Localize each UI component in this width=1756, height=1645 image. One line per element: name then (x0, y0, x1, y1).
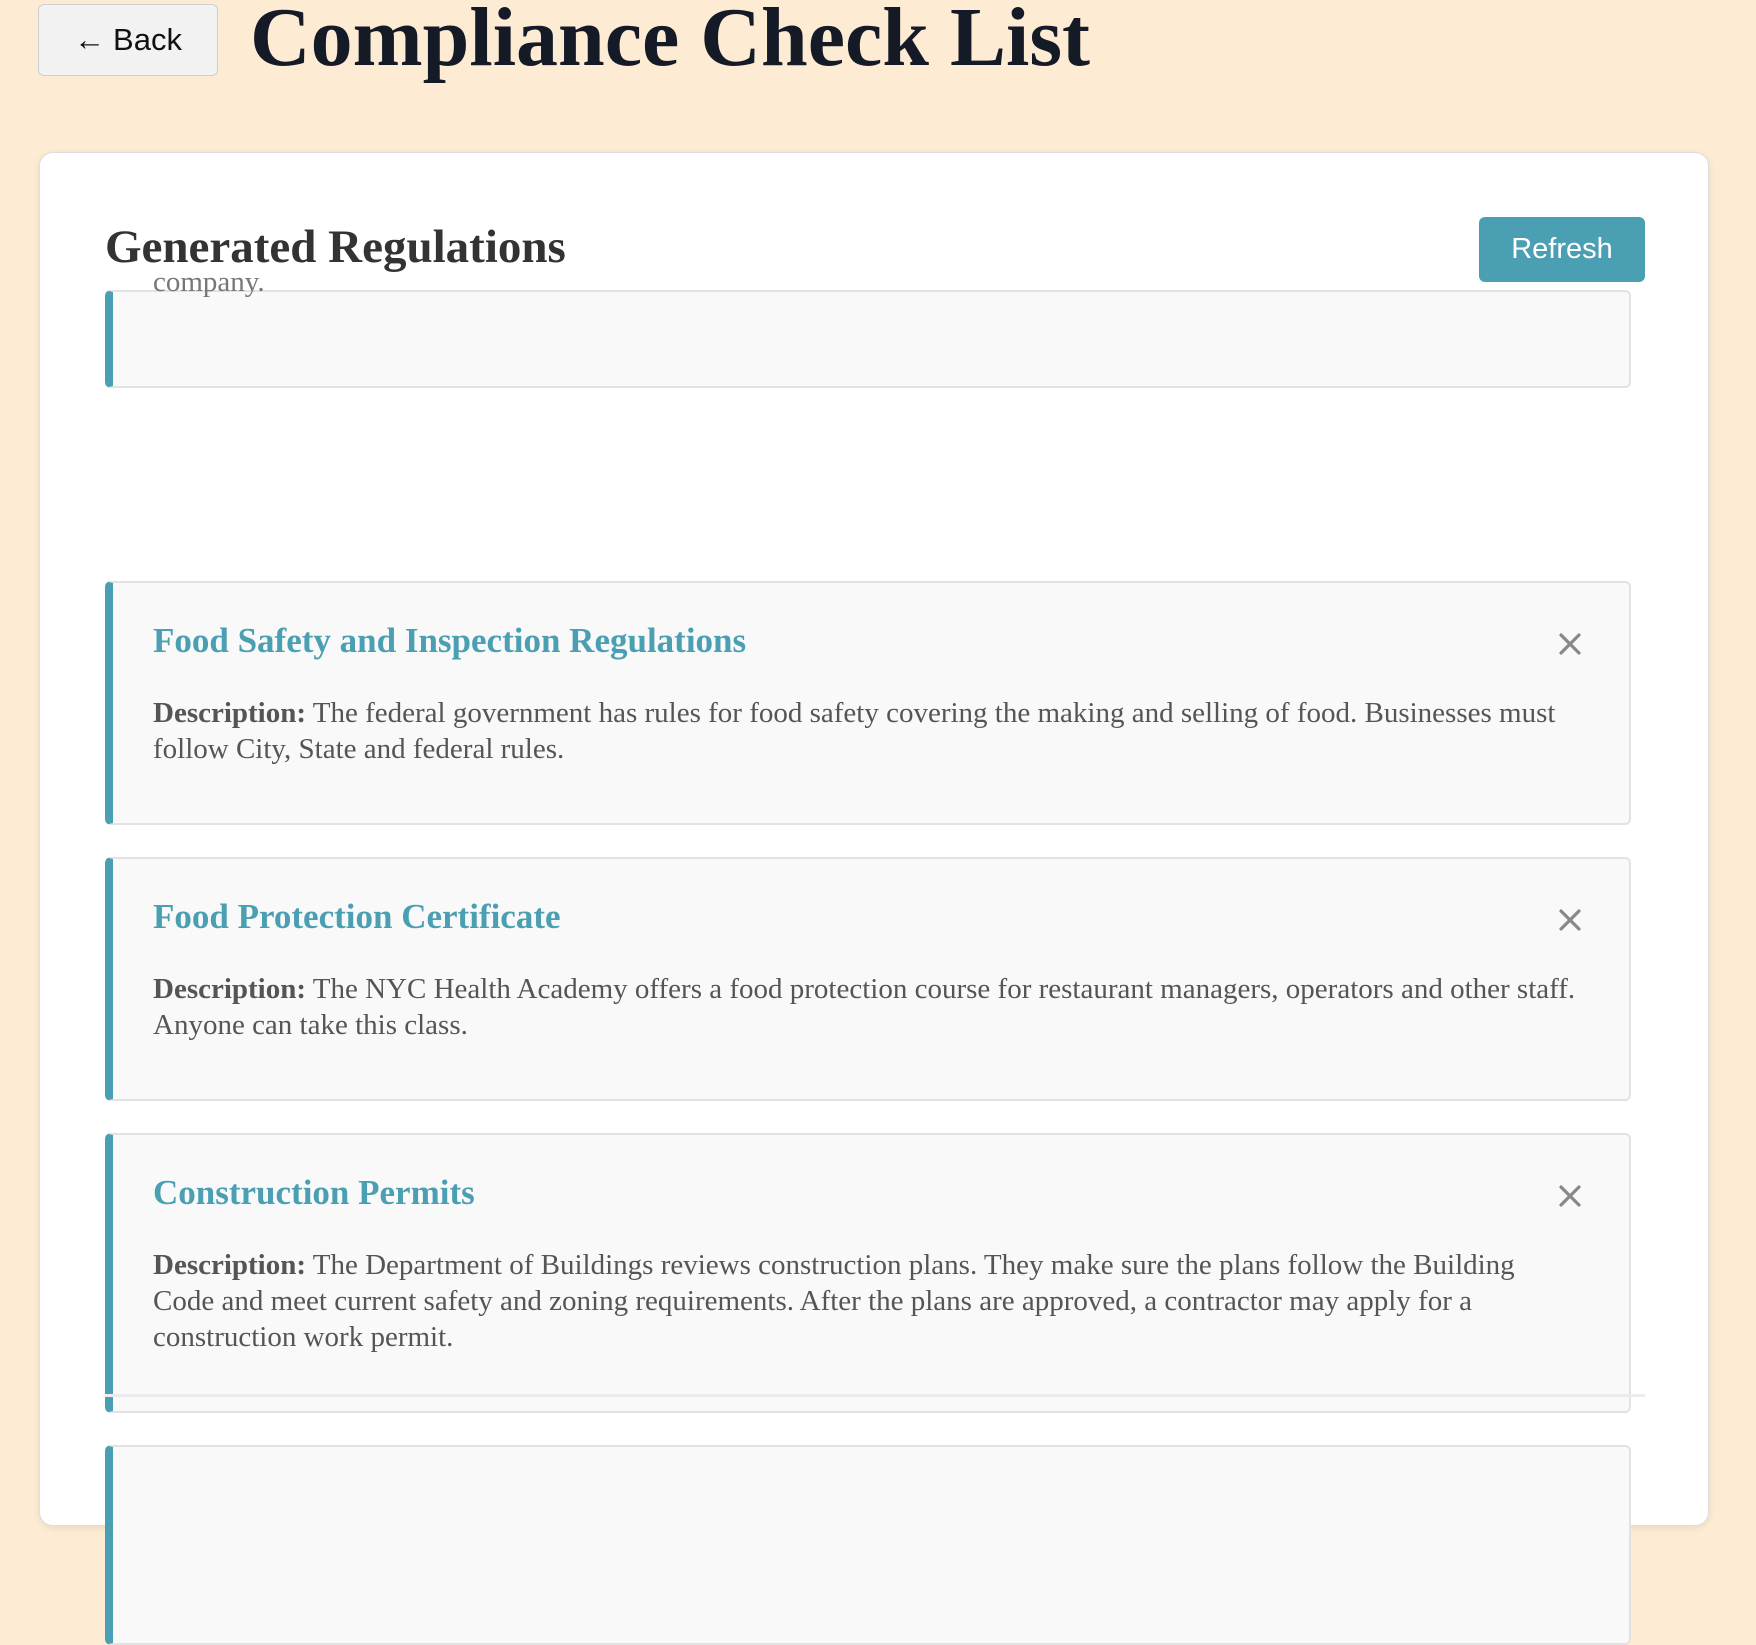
regulation-item (105, 581, 1631, 825)
regulations-list[interactable] (105, 266, 1631, 1353)
back-button-label: Back (113, 22, 182, 57)
divider (105, 1394, 1645, 1397)
description-label: Description: (153, 1249, 307, 1281)
regulation-description (153, 695, 1583, 767)
regulation-item-partial (105, 1445, 1631, 1645)
description-label: Description: (153, 973, 307, 1005)
partial-description: company. (153, 266, 265, 298)
regulation-description (153, 1247, 1583, 1355)
regulation-title: Food Safety and Inspection Regulations (153, 621, 747, 660)
back-arrow-icon: ← (74, 22, 106, 57)
regulation-description (153, 971, 1583, 1043)
description-text: The NYC Health Academy offers a food protection course for restaurant managers, operators and other staff. Anyone can take this class. (153, 973, 1576, 1041)
back-button[interactable] (38, 4, 218, 76)
description-text: The Department of Buildings reviews construction plans. They make sure the plans follow the Building Code and meet current safety and zoning requirements. After the plans are approved, a contractor may apply for a construction work permit. (153, 1249, 1515, 1353)
close-icon[interactable] (1555, 1181, 1585, 1211)
description-label: Description: (153, 697, 307, 729)
page-title: Compliance Check List (250, 0, 1090, 84)
close-icon[interactable] (1555, 905, 1585, 935)
regulation-title: Construction Permits (153, 1173, 475, 1212)
regulation-title: Food Protection Certificate (153, 897, 561, 936)
description-text: The federal government has rules for food safety covering the making and selling of food. Businesses must follow City, State and federal rules. (153, 697, 1556, 765)
regulation-item (105, 857, 1631, 1101)
regulations-card (39, 152, 1709, 1526)
refresh-button[interactable]: Refresh (1479, 217, 1645, 282)
section-title: Generated Regulations (105, 221, 566, 273)
regulation-item-partial (105, 266, 1631, 388)
close-icon[interactable] (1555, 629, 1585, 659)
regulation-item (105, 1133, 1631, 1413)
